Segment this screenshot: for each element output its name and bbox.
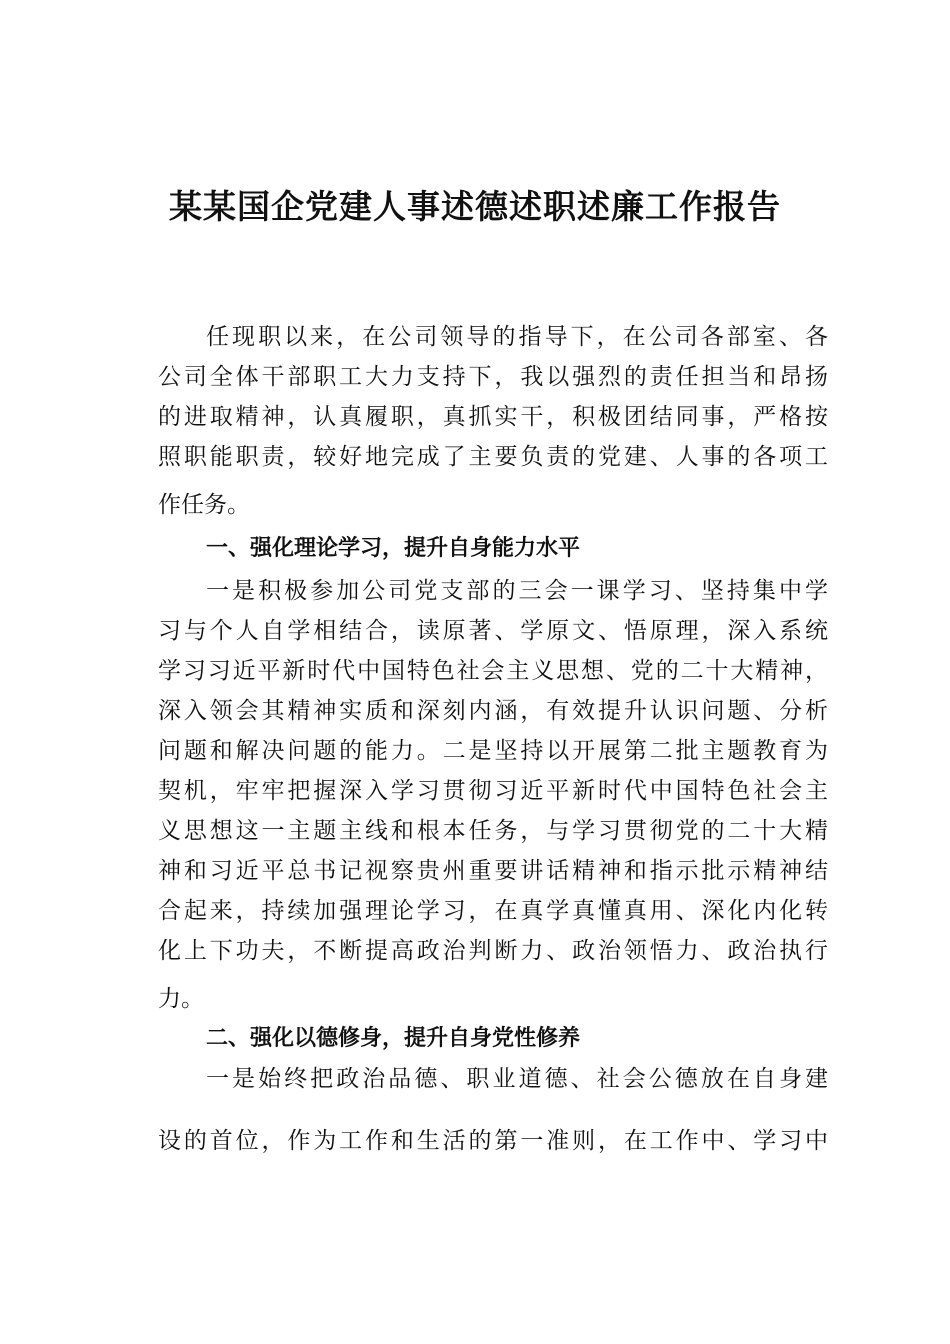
paragraph-line: 作任务。 (158, 492, 250, 518)
paragraph-line: 学习习近平新时代中国特色社会主义思想、党的二十大精神， (158, 658, 828, 684)
paragraph-line: 一是始终把政治品德、职业道德、社会公德放在自身建 (206, 1066, 828, 1092)
paragraph-line: 公司全体干部职工大力支持下，我以强烈的责任担当和昂扬 (158, 364, 828, 390)
paragraph-line: 习与个人自学相结合，读原著、学原文、悟原理，深入系统 (158, 618, 828, 644)
paragraph-line: 照职能职责，较好地完成了主要负责的党建、人事的各项工 (158, 444, 828, 470)
section-heading-1: 一、强化理论学习，提升自身能力水平 (206, 536, 581, 561)
paragraph-line: 契机，牢牢把握深入学习贯彻习近平新时代中国特色社会主 (158, 778, 828, 804)
paragraph-line: 设的首位，作为工作和生活的第一准则，在工作中、学习中 (158, 1128, 828, 1154)
document-title: 某某国企党建人事述德述职述廉工作报告 (169, 187, 781, 226)
paragraph-line: 一是积极参加公司党支部的三会一课学习、坚持集中学 (206, 578, 828, 604)
paragraph-line: 神和习近平总书记视察贵州重要讲话精神和指示批示精神结 (158, 858, 828, 884)
paragraph-line: 任现职以来，在公司领导的指导下，在公司各部室、各 (206, 324, 828, 350)
paragraph-line: 化上下功夫，不断提高政治判断力、政治领悟力、政治执行 (158, 938, 828, 964)
paragraph-line: 深入领会其精神实质和深刻内涵，有效提升认识问题、分析 (158, 698, 828, 724)
paragraph-line: 的进取精神，认真履职，真抓实干，积极团结同事，严格按 (158, 404, 828, 430)
paragraph-line: 义思想这一主题主线和根本任务，与学习贯彻党的二十大精 (158, 818, 828, 844)
paragraph-line: 力。 (158, 986, 204, 1012)
section-heading-2: 二、强化以德修身，提升自身党性修养 (206, 1026, 581, 1051)
paragraph-line: 合起来，持续加强理论学习，在真学真懂真用、深化内化转 (158, 898, 828, 924)
paragraph-line: 问题和解决问题的能力。二是坚持以开展第二批主题教育为 (158, 738, 828, 764)
